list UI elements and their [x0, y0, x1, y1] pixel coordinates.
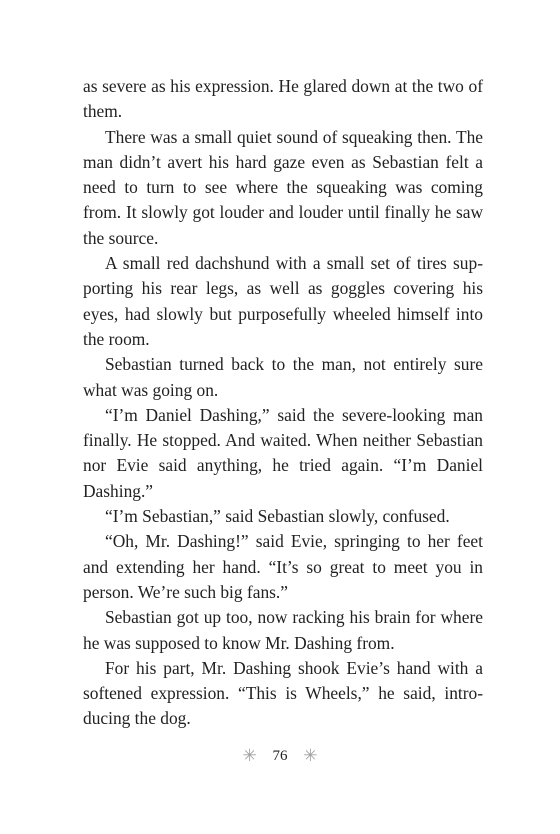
page-number: 76 [272, 748, 288, 764]
paragraph: “I’m Daniel Dashing,” said the severe-looking man finally. He stopped. And waited. When neither Sebastian nor Evie said anything, he tried again. “I’m Daniel Dashing.” [83, 404, 483, 501]
paragraph: Sebastian turned back to the man, not entirely sure what was going on. [83, 354, 483, 400]
paragraph: For his part, Mr. Dashing shook Evie’s hand with a softened expression. “This is Wheels,” he said, introducing the dog. [83, 657, 483, 729]
asterisk-ornament-icon: ✳ [303, 746, 318, 765]
paragraph: There was a small quiet sound of squeaking then. The man didn’t avert his hard gaze even as Sebastian felt a need to turn to see where the squeaking was coming from. It slowly got louder and louder until finally he saw the source. [83, 126, 483, 248]
paragraph: as severe as his expression. He glared down at the two of them. [83, 76, 483, 122]
paragraph: A small red dachshund with a small set of tires supporting his rear legs, as well as goggles covering his eyes, had slowly but purposefully wheeled himself into the room. [83, 253, 483, 349]
paragraph: Sebastian got up too, now racking his brain for where he was supposed to know Mr. Dashing from. [83, 607, 483, 653]
paragraph: “Oh, Mr. Dashing!” said Evie, springing to her feet and extending her hand. “It’s so great to meet you in person. We’re such big fans.” [83, 531, 483, 602]
paragraph: “I’m Sebastian,” said Sebastian slowly, confused. [105, 506, 450, 527]
asterisk-ornament-icon: ✳ [242, 746, 257, 765]
page-footer [0, 746, 560, 766]
page-body [83, 74, 483, 732]
